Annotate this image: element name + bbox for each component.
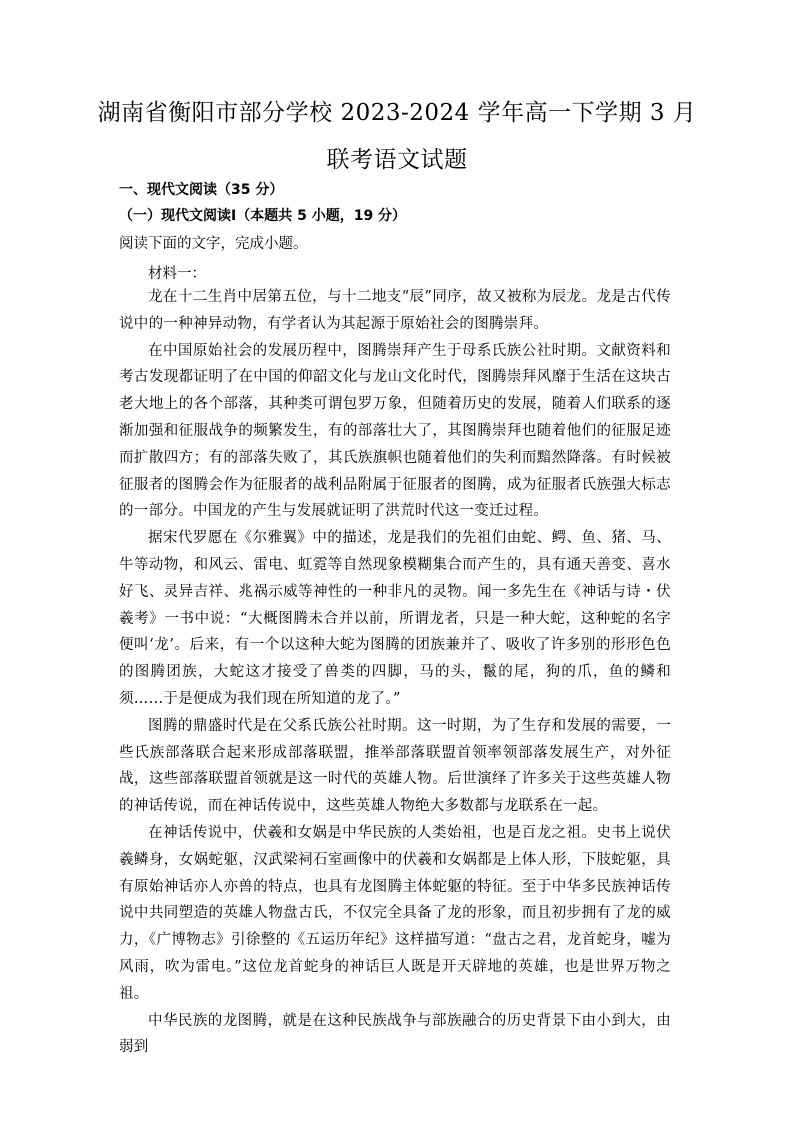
- document-title-line-1: 湖南省衡阳市部分学校 2023-2024 学年高一下学期 3 月: [97, 100, 697, 126]
- passage-paragraph: 在中国原始社会的发展历程中，图腾崇拜产生于母系氏族公社时期。文献资料和考古发现都证明了在中国的仰韶文化与龙山文化时代，图腾崇拜风靡于生活在这块古老大地上的各个部落，其种类可谓包罗万象，但随着历史的发展，随着人们联系的逐渐加强和征服战争的频繁发生，有的部落壮大了，其图腾崇拜也随着他们的征服足迹而扩散四方；有的部落失败了，其氏族旗帜也随着他们的失利而黯然降落。有时候被征服者的图腾会作为征服者的战利品附属于征服者的图腾，成为征服者氏族强大标志的一部分。中国龙的产生与发展就证明了洪荒时代这一变迁过程。: [119, 342, 671, 520]
- passage-paragraph: 在神话传说中，伏羲和女娲是中华民族的人类始祖，也是百龙之祖。史书上说伏羲鳞身，女娲蛇躯，汉武梁祠石室画像中的伏羲和女娲都是上体人形，下肢蛇躯，具有原始神话亦人亦兽的特点，也具有龙图腾主体蛇躯的特征。至于中华多民族神话传说中共同塑造的英雄人物盘古氏，不仅完全具备了龙的形象，而且初步拥有了龙的威力，《广博物志》引徐整的《五运历年纪》这样描写道：“盘古之君，龙首蛇身，嘘为风雨，吹为雷电。”这位龙首蛇身的神话巨人既是开天辟地的英雄，也是世界万物之祖。: [119, 824, 671, 1002]
- document-title-line-2: 联考语文试题: [326, 147, 468, 173]
- passage-body: [119, 284, 671, 1061]
- passage-paragraph: 图腾的鼎盛时代是在父系氏族公社时期。这一时期，为了生存和发展的需要，一些氏族部落联合起来形成部落联盟，推举部落联盟首领率领部落发展生产，对外征战，这些部落联盟首领就是这一时代的英雄人物。后世演绎了许多关于这些英雄人物的神话传说，而在神话传说中，这些英雄人物绝大多数都与龙联系在一起。: [119, 717, 671, 815]
- section-heading-modern-reading: 一、现代文阅读（35 分）: [119, 182, 284, 198]
- instruction-text: 阅读下面的文字，完成小题。: [119, 236, 308, 252]
- passage-paragraph: 据宋代罗愿在《尔雅翼》中的描述，龙是我们的先祖们由蛇、鳄、鱼、猪、马、牛等动物，和风云、雷电、虹霓等自然现象模糊集合而产生的，具有通天善变、喜水好飞、灵异吉祥、兆祸示威等神性的一种非凡的灵物。闻一多先生在《神话与诗・伏羲考》一书中说：“大概图腾未合并以前，所谓龙者，只是一种大蛇，这种蛇的名字便叫‘龙’。后来，有一个以这种大蛇为图腾的团族兼并了、吸收了许多别的形形色色的图腾团族，大蛇这才接受了兽类的四脚，马的头，鬣的尾，狗的爪，鱼的鳞和须……于是便成为我们现在所知道的龙了。”: [119, 530, 671, 707]
- material-label: 材料一：: [148, 266, 206, 282]
- passage-paragraph: 中华民族的龙图腾，就是在这种民族战争与部族融合的历史背景下由小到大，由弱到: [119, 1012, 671, 1056]
- subsection-heading-reading-1: （一）现代文阅读Ⅰ（本题共 5 小题，19 分）: [119, 208, 407, 224]
- passage-paragraph: 龙在十二生肖中居第五位，与十二地支“辰”同序，故又被称为辰龙。龙是古代传说中的一种神异动物，有学者认为其起源于原始社会的图腾崇拜。: [119, 289, 671, 332]
